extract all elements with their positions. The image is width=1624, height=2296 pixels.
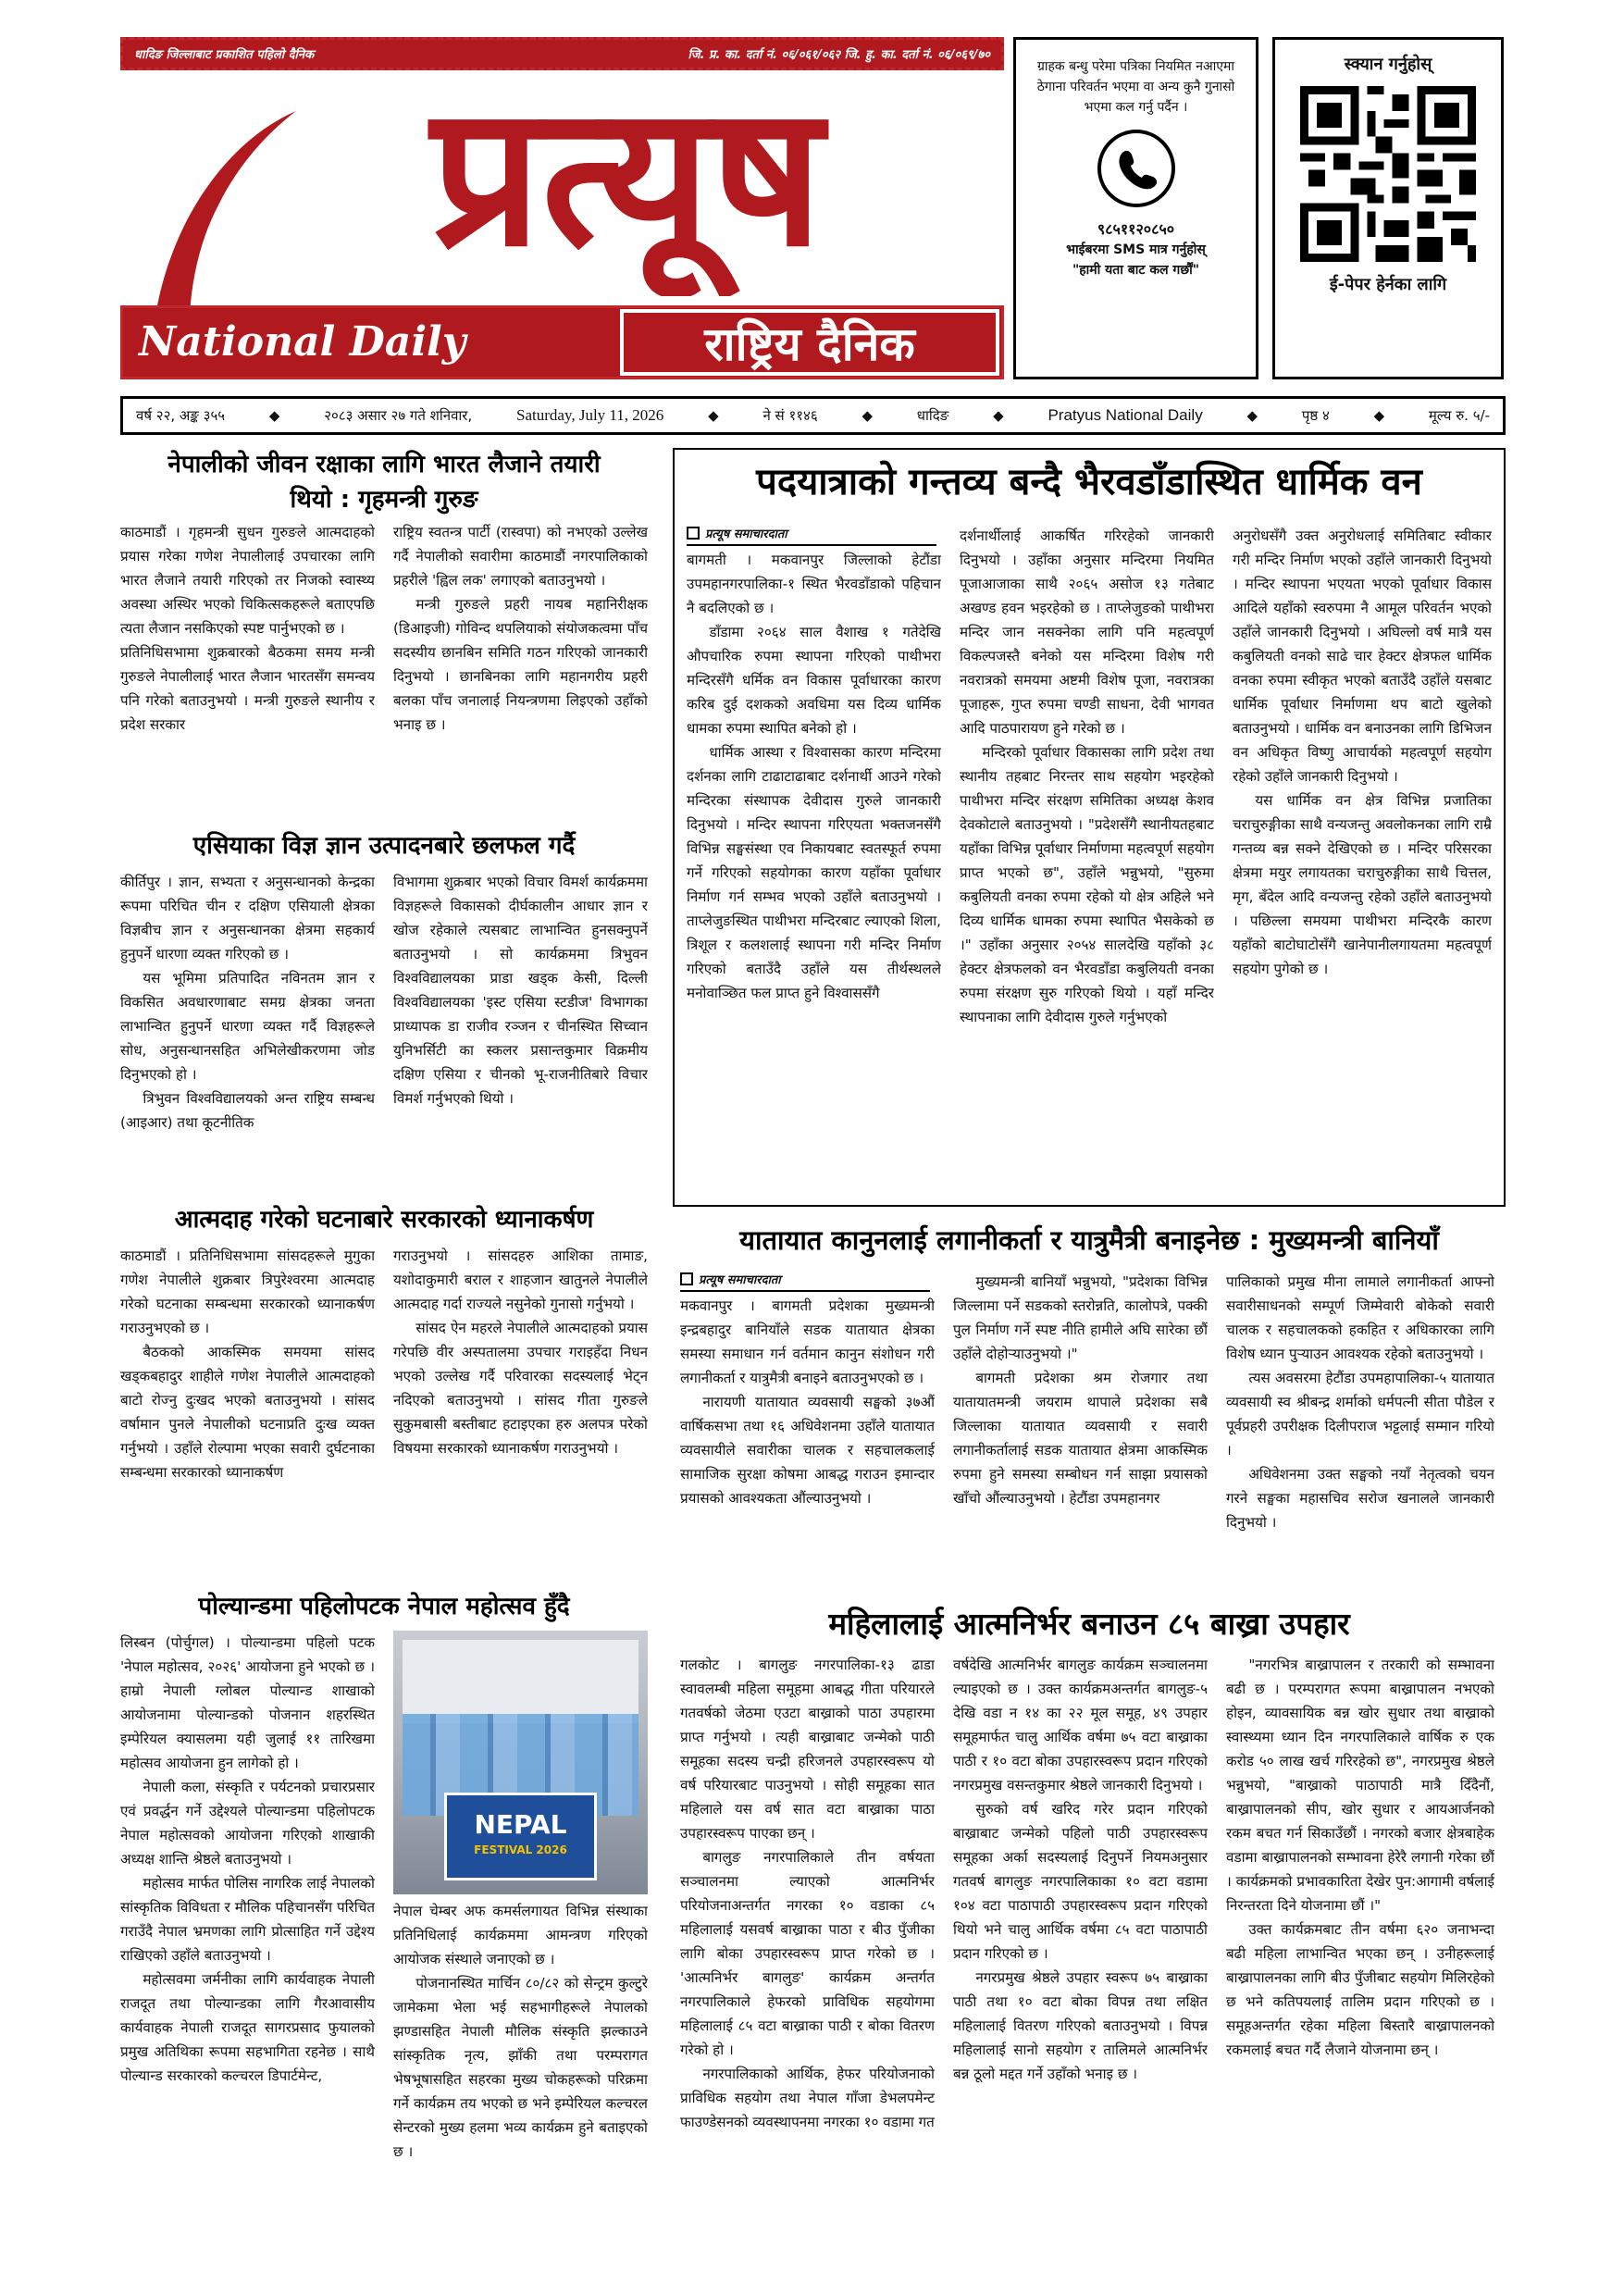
notice-text: ग्राहक बन्धु परेमा पत्रिका नियमित नआएमा ठेगाना परिवर्तन भएमा वा अन्य कुनै गुनासो भएमा कल गर्नु पर्दैन । [1036, 59, 1235, 115]
paragraph: मकवानपुर । बागमती प्रदेशका मुख्यमन्त्री इन्द्रबहादुर बानियाँले सडक यातायात क्षेत्रका समस्या समाधान गर्न वर्तमान कानुन संशोधन गरी लगानीकर्ता र यात्रुमैत्री बनाइने बताउनुभएको छ । [680, 1297, 935, 1386]
b2-byline [680, 1270, 902, 1288]
logo-english: National Daily [139, 318, 466, 366]
notice-phone: ९८५११२०८५० [1097, 220, 1175, 238]
checkbox-icon [680, 1272, 693, 1285]
paragraph: त्रिभुवन विश्वविद्यालयको अन्त राष्ट्रिय सम्बन्ध (आइआर) तथा कूटनीतिक [120, 1090, 375, 1131]
photo-banner-sub: FESTIVAL 2026 [474, 1843, 567, 1856]
a1-headline-line1: नेपालीको जीवन रक्षाका लागि भारत लैजाने तयारी [167, 451, 601, 478]
notice-box [1013, 37, 1258, 379]
bullet-icon: ◆ [862, 407, 873, 424]
b2-column-2 [953, 1270, 1208, 1594]
paragraph: राष्ट्रिय स्वतन्त्र पार्टी (रास्वपा) को नभएको उल्लेख गर्दै नेपालीको सवारीमा काठमाडौं नगरपालिकाको प्रहरीले 'ह्विल लक' लगाएको बताउनुभयो । [393, 524, 648, 589]
b1-column-3 [1233, 524, 1492, 1201]
paragraph: नेपाल चेम्बर अफ कमर्सलगायत विभिन्न संस्थाका प्रतिनिधिलाई कार्यक्रममा आमन्त्रण गरिएको आयोजक संस्थाले जनाएको छ । [393, 1903, 648, 1967]
paragraph: यस धार्मिक वन क्षेत्र विभिन्न प्रजातिका चराचुरुङ्गीका साथै वन्यजन्तु अवलोकनका लागि राम्रै गन्तव्य बन्न सक्ने देखिएको छ । मन्दिर परिसरका क्षेत्रमा मयुर लगायतका चराचुरुङ्गीका साथै चित्तल, मृग, बँदेल आदि वन्यजन्तु रहेको उहाँले बताउनुभयो । पछिल्ला समयमा पाथीभरा मन्दिरकै कारण यहाँको बाटोघाटोसँगै खानेपानीलगायतमा महत्वपूर्ण सहयोग पुगेको छ । [1233, 792, 1492, 977]
bullet-icon: ◆ [708, 407, 719, 424]
b1-byline-text: प्रत्यूष समाचारदाता [705, 527, 787, 541]
b1-column-2 [960, 524, 1214, 1201]
a4-column-1 [120, 1631, 375, 2265]
checkbox-icon [687, 527, 700, 540]
a3-column-2 [393, 1244, 648, 1586]
a1-column-1 [120, 520, 375, 818]
qr-code-icon [1300, 86, 1476, 262]
scan-title: स्क्यान गर्नुहोस् [1344, 55, 1432, 74]
notice-quote: "हामी यता बाट कल गर्छौं" [1072, 263, 1200, 278]
top-line-right: जि. प्र. का. दर्ता नं. ०६/०६१/०६२ जि. हु. का. दर्ता नं. ०६/०६९/७० [688, 48, 990, 62]
paragraph: बागमती प्रदेशका श्रम रोजगार तथा यातायातमन्त्री जयराम थापाले प्रदेशका सबै जिल्लाका यातायात व्यवसायी र सवारी लगानीकर्तालाई सडक यातायात क्षेत्रमा आकस्मिक रुपमा हुने समस्या सम्बोधन गर्न साझा प्रयासको खाँचो औंल्याउनुभयो । हेटौंडा उपमहानगर [953, 1370, 1208, 1507]
a3-column-1 [120, 1244, 375, 1586]
bullet-icon: ◆ [1373, 407, 1385, 424]
logo-main: प्रत्यूष [430, 61, 824, 290]
notice-viber: भाईबरमा SMS मात्र गर्नुहोस् [1066, 242, 1206, 257]
page-number: पृष्ठ ४ [1301, 407, 1330, 424]
paragraph: यस भूमिमा प्रतिपादित नविनतम ज्ञान र विकसित अवधारणाबाट समग्र क्षेत्रका जनता लाभान्वित हुनुपर्ने धारणा व्यक्त गर्दै विज्ञहरूले सोध, अनुसन्धानसहित अभिलेखीकरणमा जोड दिनुभएको हो । [120, 970, 375, 1083]
logo-subtitle [620, 309, 999, 376]
paragraph: बागलुङ नगरपालिकाले तीन वर्षयता सञ्चालनमा ल्याएको आत्मनिर्भर परियोजनाअन्तर्गत नगरका १० वडाका ८५ महिलालाई यसवर्ष बाख्राका पाठा र बीउ पुँजीका लागि बोका उपहारस्वरूप प्राप्त गरेको छ । 'आत्मनिर्भर बागलुङ' कार्यक्रम अन्तर्गत नगरपालिकाले हेफरको प्राविधिक सहयोगमा महिलालाई ८५ वटा बाख्राका पाठी र बोका वितरण गरेको हो । [680, 1849, 935, 2058]
photo-banner-text: NEPAL [474, 1809, 567, 1840]
b2-byline-rule [680, 1290, 930, 1292]
paragraph: धार्मिक आस्था र विश्वासका कारण मन्दिरमा दर्शनका लागि टाढाटाढाबाट दर्शनार्थी आउने गरेको मन्दिरका संस्थापक देवीदास गुरुले जानकारी दिनुभयो । मन्दिर स्थापना गरिएयता भक्तजनसँगै विभिन्न सङ्घसंस्था एव निकायबाट स्वतस्फूर्त रुपमा गर्ने गरिएको सहयोगका कारण यहाँका पूर्वाधार निर्माण गर्न सम्भव भएको उहाँले बताउनुभयो । ताप्लेजुङस्थित पाथीभरा मन्दिरबाट ल्याएको शिला, त्रिशूल र कलशलाई स्थापना गरी मन्दिर निर्माण गरिएको बताउँदै उहाँले यस तीर्थस्थलले मनोवाञ्छित फल प्राप्त हुने विश्वाससँगै [687, 744, 941, 1001]
photo-banner [444, 1793, 597, 1880]
b3-column-3 [1226, 1653, 1494, 2264]
b2-byline-text: प्रत्यूष समाचारदाता [699, 1273, 781, 1287]
b1-headline: पदयात्राको गन्तव्य बन्दै भैरवडाँडास्थित धार्मिक वन [756, 461, 1422, 503]
b3-headline: महिलालाई आत्मनिर्भर बनाउन ८५ बाख्रा उपहार [828, 1606, 1350, 1642]
issue-number: वर्ष २२, अङ्क ३५५ [136, 407, 226, 424]
paragraph: वर्षदेखि आत्मनिर्भर बागलुङ कार्यक्रम सञ्चालनमा ल्याइएको छ । उक्त कार्यक्रमअन्तर्गत बागलुङ-५ देखि वडा न १४ का २२ मूल समूह, ४९ उपहार समूहमार्फत चालु आर्थिक वर्षमा ७५ वटा बाख्राका पाठी र १० वटा बोका उपहारस्वरूप प्रदान गरिएको नगरप्रमुख वसन्तकुमार श्रेष्ठले जानकारी दिनुभयो । [953, 1657, 1208, 1793]
phone-icon [1095, 127, 1178, 210]
nepal-sambat: ने सं ११४६ [762, 407, 818, 424]
paragraph: काठमाडौं । गृहमन्त्री सुधन गुरुङले आत्मदाहको प्रयास गरेका गणेश नेपालीलाई उपचारका लागि भारत लैजाने तयारी गरिएको तर निजको स्वास्थ्य अवस्था अस्थिर भएको चिकित्सकहरूले बताएपछि त्यता लैजान नसकिएको स्पष्ट पार्नुभएको छ । [120, 524, 375, 637]
b1-byline-rule [687, 544, 936, 546]
bullet-icon: ◆ [268, 407, 280, 424]
paragraph: डाँडामा २०६४ साल वैशाख १ गतेदेखि औपचारिक रुपमा स्थापना गरिएको पाथीभरा मन्दिरसँगै धर्मिक वन विकास पूर्वाधारका कारण करिब दुई दशकको अवधिमा यस दिव्य धार्मिक धामका रुपमा स्थापित बनेको हो । [687, 624, 941, 737]
paragraph: सुरुको वर्ष खरिद गरेर प्रदान गरिएको बाख्राबाट जन्मेको पहिलो पाठी उपहारस्वरूप समूहका अर्का सदस्यलाई दिनुपर्ने नियमअनुसार गतवर्ष बागलुङ नगरपालिकाका १० वटा वडामा १०४ वटा पाठापाठी उपहारस्वरूप प्रदान गरिएको थियो भने चालु आर्थिक वर्षमा ८५ वटा पाठापाठी प्रदान गरिएको छ । [953, 1801, 1208, 1962]
paragraph: बागमती । मकवानपुर जिल्लाको हेटौंडा उपमहानगरपालिका-१ स्थित भैरवडाँडाको पहिचान नै बदलिएको छ । [687, 552, 941, 616]
b2-column-1 [680, 1294, 935, 1594]
bullet-icon: ◆ [993, 407, 1004, 424]
paragraph: मन्दिरको पूर्वाधार विकासका लागि प्रदेश तथा स्थानीय तहबाट निरन्तर साथ सहयोग भइरहेको पाथीभरा मन्दिर संरक्षण समितिका अध्यक्ष केशव देवकोटाले बताउनुभयो । "प्रदेशसँगै स्थानीयतहबाट यहाँका विभिन्न पूर्वाधार निर्माणमा महत्वपूर्ण सहयोग प्राप्त भएको छ", उहाँले भन्नुभयो, "सुरुमा कबुलियती वनका रुपमा रहेको यो क्षेत्र अहिले भने दिव्य धार्मिक धामका रुपमा स्थापित भैसकेको छ ।" उहाँका अनुसार २०५४ सालदेखि यहाँको ३८ हेक्टर क्षेत्रफलको वन भैरवडाँडा कबुलियती वनका रुपमा संरक्षण सुरु गरिएको थियो । यहाँ मन्दिर स्थापनाका लागि देवीदास गुरुले गर्नुभएको [960, 744, 1214, 1025]
paragraph: उक्त कार्यक्रमबाट तीन वर्षमा ६२० जनाभन्दा बढी महिला लाभान्वित भएका छन् । उनीहरूलाई बाख्रापालनका लागि बीउ पुँजीबाट सहयोग मिलिरहेको छ भने कतिपयलाई तालिम प्रदान गरिएको छ । समूहअन्तर्गत रहेका महिला बिस्तारै बाख्रापालनको रकमलाई बचत गर्दै लैजाने योजनामा छन् । [1226, 1921, 1494, 2058]
paragraph: मन्त्री गुरुङले प्रहरी नायब महानिरीक्षक (डिआइजी) गोविन्द थपलियाको संयोजकत्वमा पाँच सदस्यीय छानबिन समिति गठन गरिएको जानकारी दिनुभयो । छानबिनका लागि महानगरीय प्रहरी बलका पाँच जनालाई नियन्त्रणमा लिइएको उहाँको भनाइ छ । [393, 596, 648, 733]
paragraph: नेपाली कला, संस्कृति र पर्यटनको प्रचारप्रसार एवं प्रवर्द्धन गर्ने उद्देश्यले पोल्यान्डमा पहिलोपटक नेपाल महोत्सवको आयोजना गरिएको शाखाकी अध्यक्ष शान्ति श्रेष्ठले बताउनुभयो । [120, 1779, 375, 1868]
paragraph: काठमाडौं । प्रतिनिधिसभामा सांसदहरूले मुगुका गणेश नेपालीले शुक्रबार त्रिपुरेश्वरमा आत्मदाह गरेको घटनाका सम्बन्धमा सरकारको ध्यानाकर्षण गराउनुभएको छ । [120, 1247, 375, 1336]
b1-byline [687, 524, 909, 542]
paragraph: दर्शनार्थीलाई आकर्षित गरिरहेको जानकारी दिनुभयो । उहाँका अनुसार मन्दिरमा नियमित पूजाआजाका साथै २०६५ असोज १३ गतेबाट अखण्ड हवन भइरहेको छ । ताप्लेजुङको पाथीभरा मन्दिर जान नसक्नेका लागि पनि महत्वपूर्ण विकल्पजस्तै बनेको यस मन्दिरमा विशेष गरी नवरात्रको समयमा अष्टमी विशेष पूजा, नवरात्रका पूजाहरू, गुप्त रुपमा चण्डी साधना, देवी भागवत आदि पाठपारायण हुने गरेको छ । [960, 527, 1214, 737]
paragraph: विभागमा शुक्रबार भएको विचार विमर्श कार्यक्रममा विज्ञहरूले विकासको दीर्घकालीन आधार ज्ञान र खोज रहेकाले त्यसबाट लाभान्वित हुनसक्नुपर्ने बताउनुभयो । सो कार्यक्रममा त्रिभुवन विश्वविद्यालयका प्राडा खड्क केसी, दिल्ली विश्वविद्यालयका 'इस्ट एसिया स्टडीज' विभागका प्राध्यापक डा राजीव रञ्जन र चीनस्थित सिच्वान युनिभर्सिटी का स्कलर प्रसान्तकुमार विक्रमीय दक्षिण एसिया र चीनको भू-राजनीतिबारे विचार विमर्श गर्नुभएको थियो । [393, 874, 648, 1107]
paragraph: "नगरभित्र बाख्रापालन र तरकारी को सम्भावना बढी छ । परम्परागत रूपमा बाख्रापालन नभएको होइन, व्यावसायिक बन्न खोर सुधार तथा बाख्राको स्वास्थ्यमा ध्यान दिन नगरपालिकाले वार्षिक रु एक करोड ५० लाख खर्च गरिरहेको छ", नगरप्रमुख श्रेष्ठले भन्नुभयो, "बाख्राको पाठापाठी मात्रै दिँदैनौं, बाख्रापालनको सीप, खोर सुधार र आयआर्जनको रकम बचत गर्न सिकाउँछौं । नगरको बजार क्षेत्रबाहेक वडामा बाख्रापालनको सम्भावना हेरेरै लगानी गरेका छौं । कार्यक्रमको प्रभावकारिता देखेर पुन:आगामी वर्षलाई निरन्तरता दिने योजनामा छौं ।" [1226, 1657, 1494, 1914]
date-nepali: २०८३ असार २७ गते शनिवार, [324, 407, 473, 424]
brand-name: Pratyus National Daily [1048, 406, 1203, 424]
paragraph: गराउनुभयो । सांसदहरु आशिका तामाङ, यशोदाकुमारी बराल र शाहजान खातुनले नेपालीले आत्मदाह गर्दा राज्यले नसुनेको गुनासो गर्नुभयो । [393, 1247, 648, 1312]
paragraph: प्रतिनिधिसभामा शुक्रबारको बैठकमा समय मन्त्री गुरुङले नेपालीलाई भारत लैजान भारतसँग समन्वय पनि गरेको बताउनुभयो । मन्त्री गुरुङले स्थानीय र प्रदेश सरकार [120, 644, 375, 733]
a2-column-2 [393, 870, 648, 1185]
info-bar [120, 396, 1506, 435]
b1-column-1 [687, 548, 941, 1201]
paragraph: नगरपालिकाको आर्थिक, हेफर परियोजनाको प्राविधिक सहयोग तथा नेपाल गाँजा डेभलपमेन्ट फाउण्डेसनको व्यवस्थापनमा नगरका १० वडामा गत [680, 2066, 935, 2130]
place: धादिङ [916, 407, 949, 424]
a1-headline-line2: थियो : गृहमन्त्री गुरुङ [290, 486, 478, 514]
paragraph: महोत्सव मार्फत पोलिस नागरिक लाई नेपालको सांस्कृतिक विविधता र मौलिक पहिचानसँग परिचित गराउँदै नेपाल भ्रमणका लागि प्रोत्साहित गर्ने उद्देश्य राखिएको उहाँले बताउनुभयो । [120, 1875, 375, 1964]
festival-photo [393, 1631, 648, 1894]
b2-column-3 [1226, 1270, 1494, 1594]
b2-headline: यातायात कानुनलाई लगानीकर्ता र यात्रुमैत्री बनाइनेछ : मुख्यमन्त्री बानियाँ [739, 1224, 1439, 1256]
a3-headline: आत्मदाह गरेको घटनाबारे सरकारको ध्यानाकर्षण [174, 1206, 594, 1234]
scan-box [1272, 37, 1504, 379]
b3-column-2 [953, 1653, 1208, 2264]
a1-column-2 [393, 520, 648, 818]
paragraph: महोत्सवमा जर्मनीका लागि कार्यवाहक नेपाली राजदूत तथा पोल्यान्डका लागि गैरआवासीय कार्यवाहक नेपाली राजदूत सागरप्रसाद फुयालको प्रमुख अतिथिका रूपमा सहभागिता रहनेछ । साथै पोल्यान्ड सरकारको कल्चरल डिपार्टमेन्ट, [120, 1971, 375, 2084]
logo-subtitle-text: राष्ट्रिय दैनिक [704, 317, 915, 371]
paragraph: त्यस अवसरमा हेटौंडा उपमहापालिका-५ यातायात व्यवसायी स्व श्रीबन्द्र शर्माको धर्मपत्नी सीता पौडेल र पूर्वप्रहरी उपरीक्षक दिलीपराज भट्टलाई सम्मान गरियो । [1226, 1370, 1494, 1458]
a4-headline: पोल्यान्डमा पहिलोपटक नेपाल महोत्सव हुँदै [198, 1593, 570, 1620]
paragraph: पोजनानस्थित मार्चिन ८०/८२ को सेन्ट्रम कुल्टुरे जामेकमा भेला भई सहभागीहरूले नेपालको झण्डासहित नेपाली मौलिक संस्कृति झल्काउने सांस्कृतिक नृत्य, झाँकी तथा परम्परागत भेषभूषासहित सहरका मुख्य चोकहरूको परिक्रमा गर्ने कार्यक्रम तय भएको छ भने इम्पेरियल कल्चरल सेन्टरको मुख्य हलमा भव्य कार्यक्रम हुने बताइएको छ । [393, 1975, 648, 2160]
b3-column-1 [680, 1653, 935, 2264]
paragraph: नारायणी यातायात व्यवसायी सङ्घको ३७औं वार्षिकसभा तथा १६ अधिवेशनमा उहाँले यातायात व्यवसायीले सवारीका चालक र सहचालकलाई सामाजिक सुरक्षा कोषमा आबद्ध गराउन इमान्दार प्रयासको आवश्यकता औंल्याउनुभयो । [680, 1394, 935, 1507]
paragraph: कीर्तिपुर । ज्ञान, सभ्यता र अनुसन्धानको केन्द्रका रूपमा परिचित चीन र दक्षिण एसियाली क्षेत्रका विज्ञबीच ज्ञान र अनुसन्धानका क्षेत्रमा सहकार्य हुनुपर्ने धारणा व्यक्त गरिएको छ । [120, 874, 375, 962]
paragraph: मुख्यमन्त्री बानियाँ भन्नुभयो, "प्रदेशका विभिन्न जिल्लामा पर्ने सडकको स्तरोन्नति, कालोपत्रे, पक्की पुल निर्माण गर्ने स्पष्ट नीति हामीले अघि सारेका छौं उहाँले दोहोऱ्याउनुभयो ।" [953, 1273, 1208, 1362]
date-english: Saturday, July 11, 2026 [516, 406, 664, 424]
a4-column-2 [393, 1899, 648, 2265]
paragraph: अनुरोधसँगै उक्त अनुरोधलाई समितिबाट स्वीकार गरी मन्दिर निर्माण भएको उहाँले जानकारी दिनुभयो । मन्दिर स्थापना भएयता भएको पूर्वाधार विकास आदिले यहाँको स्वरुपमा नै आमूल परिवर्तन भएको उहाँले जानकारी दिनुभयो । अघिल्लो वर्ष मात्रै यस कबुलियती वनको साढे चार हेक्टर क्षेत्रफल धार्मिक वनका रुपमा स्वीकृत भएको बताउँदै उहाँले यसबाट धार्मिक पूर्वाधार निर्माणमा थप बाटो खुलेको बताउनुभयो । धार्मिक वन बनाउनका लागि डिभिजन वन अधिकृत विष्णु आचार्यको महत्वपूर्ण सहयोग रहेको उहाँले जानकारी दिनुभयो । [1233, 527, 1492, 785]
paragraph: लिस्बन (पोर्चुगल) । पोल्यान्डमा पहिलो पटक 'नेपाल महोत्सव, २०२६' आयोजना हुने भएको छ । हाम्रो नेपाली ग्लोबल पोल्यान्ड शाखाको आयोजनामा पोल्यान्डको पोजनान शहरस्थित इम्पेरियल क्यासलमा यही जुलाई ११ तारिखमा महोत्सव आयोजना हुन लागेको हो । [120, 1634, 375, 1771]
photo-backdrop [403, 1640, 638, 1723]
top-line-left: धादिङ जिल्लाबाट प्रकाशित पहिलो दैनिक [134, 48, 315, 62]
masthead-logo-block [120, 37, 1004, 379]
paragraph: गलकोट । बागलुङ नगरपालिका-१३ ढाडा स्वावलम्बी महिला समूहमा आबद्ध गीता परियारले गतवर्षको जेठमा एउटा बाख्राको पाठा उपहारमा प्राप्त गर्नुभयो । त्यही बाख्राबाट जन्मेको पाठी समूहका सदस्य चन्द्री हरिजनले उपहारस्वरूप यो वर्ष परियारबाट पाउनुभयो । सोही समूहका सात महिलाले यस वर्ष सात वटा बाख्राका पाठा उपहारस्वरूप पाएका छन् । [680, 1657, 935, 1842]
paragraph: नगरप्रमुख श्रेष्ठले उपहार स्वरूप ७५ बाख्राका पाठी तथा १० वटा बोका विपन्न तथा लक्षित महिलालाई वितरण गरिएको बताउनुभयो । विपन्न महिलालाई सानो सहयोग र तालिमले आत्मनिर्भर बन्न ठूलो मद्दत गर्ने उहाँको भनाइ छ । [953, 1969, 1208, 2082]
bullet-icon: ◆ [1246, 407, 1258, 424]
a2-headline: एसियाका विज्ञ ज्ञान उत्पादनबारे छलफल गर्दै [192, 832, 576, 860]
paragraph: सांसद ऐन महरले नेपालीले आत्मदाहको प्रयास गरेपछि वीर अस्पतालमा उपचार गराइहँदा निधन भएको उल्लेख गर्दै परिवारका सदस्यलाई भेट्न नदिएको बताउनुभयो । सांसद गीता गुरुङले सुकुमबासी बस्तीबाट हटाइएका हरु अलपत्र परेको विषयमा सरकारको ध्यानाकर्षण गराउनुभयो । [393, 1320, 648, 1457]
paragraph: पालिकाको प्रमुख मीना लामाले लगानीकर्ता आफ्नो सवारीसाधनको सम्पूर्ण जिम्मेवारी बोकेको सवारी चालक र सहचालकको हकहित र अधिकारका लागि विशेष ध्यान पुऱ्याउन आवश्यक रहेको बताउनुभयो । [1226, 1273, 1494, 1362]
scan-caption: ई-पेपर हेर्नका लागि [1329, 275, 1447, 294]
paragraph: अधिवेशनमा उक्त सङ्घको नयाँ नेतृत्वको चयन गरने सङ्घका महासचिव सरोज खनालले जानकारी दिनुभयो । [1226, 1466, 1494, 1531]
price: मूल्य रु. ५/- [1428, 407, 1490, 424]
a2-column-1 [120, 870, 375, 1185]
paragraph: बैठकको आकस्मिक समयमा सांसद खड्कबहादुर शाहीले गणेश नेपालीले आत्मदाहको बाटो रोज्नु दुःखद भएको बताउनुभयो । सांसद वर्षामान पुनले नेपालीको घटनाप्रति दुःख व्यक्त गर्नुभयो । उहाँले रोल्पामा भएका सवारी दुर्घटनाका सम्बन्धमा सरकारको ध्यानाकर्षण [120, 1344, 375, 1481]
